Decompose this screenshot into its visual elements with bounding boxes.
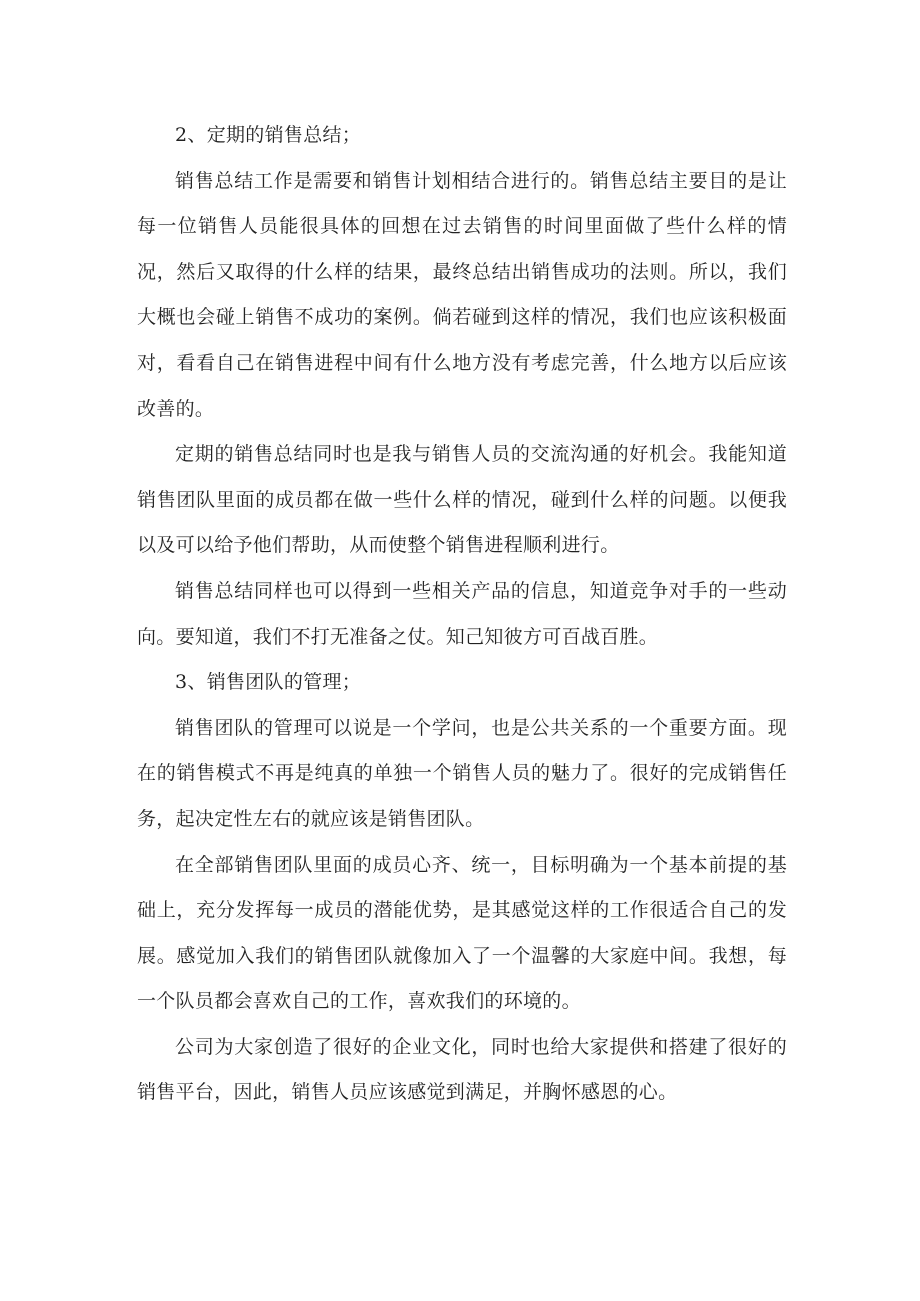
paragraph: 公司为大家创造了很好的企业文化，同时也给大家提供和搭建了很好的销售平台，因此，销售人员应该感觉到满足，并胸怀感恩的心。 bbox=[137, 1035, 787, 1104]
section-heading-2: 2、定期的销售总结； bbox=[175, 124, 362, 146]
document-body bbox=[137, 113, 787, 1116]
paragraph: 定期的销售总结同时也是我与销售人员的交流沟通的好机会。我能知道销售团队里面的成员都在做一些什么样的情况，碰到什么样的问题。以便我以及可以给予他们帮助，从而使整个销售进程顺利进行。 bbox=[137, 443, 787, 557]
paragraph: 销售总结工作是需要和销售计划相结合进行的。销售总结主要目的是让每一位销售人员能很具体的回想在过去销售的时间里面做了些什么样的情况，然后又取得的什么样的结果，最终总结出销售成功的法则。所以，我们大概也会碰上销售不成功的案例。倘若碰到这样的情况，我们也应该积极面对，看看自己在销售进程中间有什么地方没有考虑完善，什么地方以后应该改善的。 bbox=[137, 169, 787, 420]
paragraph: 在全部销售团队里面的成员心齐、统一，目标明确为一个基本前提的基础上，充分发挥每一成员的潜能优势，是其感觉这样的工作很适合自己的发展。感觉加入我们的销售团队就像加入了一个温馨的大家庭中间。我想，每一个队员都会喜欢自己的工作，喜欢我们的环境的。 bbox=[137, 853, 787, 1013]
section-heading-3: 3、销售团队的管理； bbox=[175, 671, 362, 694]
paragraph: 销售总结同样也可以得到一些相关产品的信息，知道竞争对手的一些动向。要知道，我们不打无准备之仗。知己知彼方可百战百胜。 bbox=[137, 579, 787, 648]
paragraph: 销售团队的管理可以说是一个学问，也是公共关系的一个重要方面。现在的销售模式不再是纯真的单独一个销售人员的魅力了。很好的完成销售任务，起决定性左右的就应该是销售团队。 bbox=[137, 716, 787, 830]
